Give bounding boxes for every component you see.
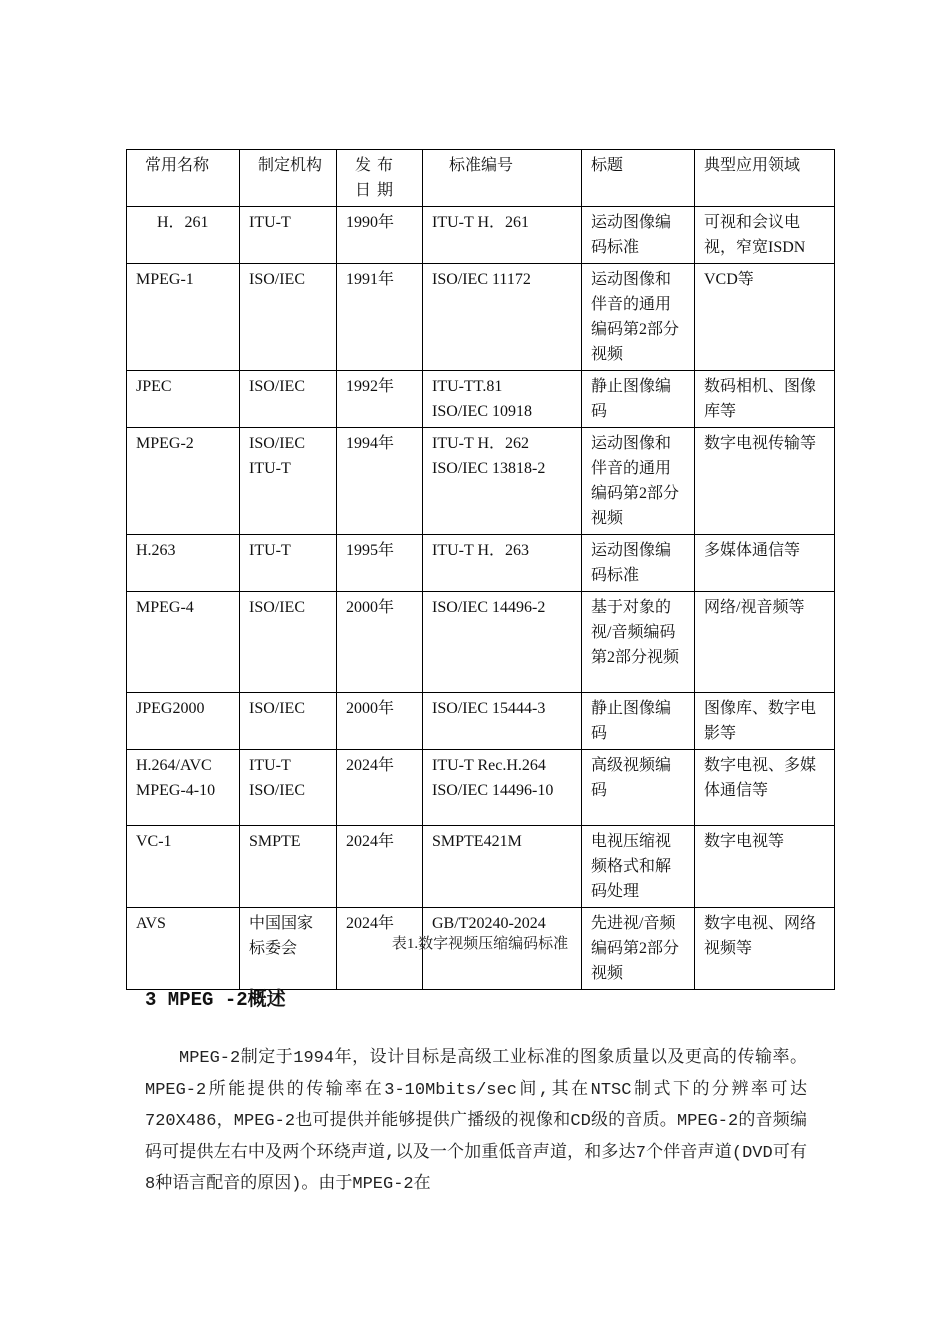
cell-org: ITU-T — [240, 535, 337, 592]
cell-code: ISO/IEC 15444-3 — [423, 693, 582, 750]
cell-org: ISO/IEC — [240, 264, 337, 371]
table-row — [127, 207, 835, 264]
cell-app: 图像库、数字电影等 — [695, 693, 835, 750]
cell-title: 高级视频编码 — [582, 750, 695, 826]
table-header-row — [127, 150, 835, 207]
cell-date: 1994年 — [337, 428, 423, 535]
table-row — [127, 592, 835, 693]
cell-date: 1990年 — [337, 207, 423, 264]
cell-name: AVS — [127, 908, 240, 990]
cell-code-line: ITU-T Rec.H.264 — [432, 757, 546, 774]
cell-code-line: ITU-TT.81 — [432, 378, 503, 395]
cell-name: MPEG-2 — [127, 428, 240, 535]
header-cell: 发布日期 — [337, 150, 423, 207]
body-paragraph: MPEG-2制定于1994年，设计目标是高级工业标准的图象质量以及更高的传输率。MPEG-2所能提供的传输率在3-10Mbits/sec间,其在NTSC制式下的分辨率可达720X486，MPEG-2也可提供并能够提供广播级的视像和CD级的音质。MPEG-2的音频编码可提供左右中及两个环绕声道,以及一个加重低音声道，和多达7个伴音声道(DVD可有8种语言配音的原因)。由于MPEG-2在 — [145, 1049, 807, 1194]
table-row — [127, 264, 835, 371]
cell-app: 数字电视传输等 — [695, 428, 835, 535]
header-cell: 制定机构 — [240, 150, 337, 207]
cell-code — [423, 750, 582, 826]
cell-title: 静止图像编码 — [582, 693, 695, 750]
cell-org: ITU-T — [240, 207, 337, 264]
cell-date: 1992年 — [337, 371, 423, 428]
cell-code: ISO/IEC 14496-2 — [423, 592, 582, 693]
cell-name: VC-1 — [127, 826, 240, 908]
table-row — [127, 371, 835, 428]
header-cell: 典型应用领域 — [695, 150, 835, 207]
cell-app: 网络/视音频等 — [695, 592, 835, 693]
cell-org: ISO/IEC — [240, 592, 337, 693]
cell-title: 静止图像编码 — [582, 371, 695, 428]
cell-app: 可视和会议电视，窄宽ISDN — [695, 207, 835, 264]
cell-code-line: ITU-T H．262 — [432, 435, 530, 452]
section-heading: 3 MPEG -2概述 — [145, 989, 286, 1011]
cell-name: JPEC — [127, 371, 240, 428]
cell-date: 2024年 — [337, 908, 423, 990]
cell-app: 数字电视、多媒体通信等 — [695, 750, 835, 826]
cell-org-line: ISO/IEC — [249, 435, 305, 452]
cell-name-line: MPEG-4-10 — [136, 782, 216, 799]
cell-name: MPEG-1 — [127, 264, 240, 371]
cell-app: 多媒体通信等 — [695, 535, 835, 592]
cell-code: ITU-T H．261 — [423, 207, 582, 264]
cell-org-line: ITU-T — [249, 460, 291, 477]
cell-org: ISO/IEC — [240, 371, 337, 428]
header-cell: 标题 — [582, 150, 695, 207]
header-cell: 常用名称 — [127, 150, 240, 207]
cell-org: 中国国家标委会 — [240, 908, 337, 990]
cell-app: 数字电视、网络视频等 — [695, 908, 835, 990]
header-cell: 标准编号 — [423, 150, 582, 207]
standards-table — [126, 149, 835, 990]
cell-title: 电视压缩视频格式和解码处理 — [582, 826, 695, 908]
table-row — [127, 693, 835, 750]
cell-title: 运动图像和伴音的通用编码第2部分视频 — [582, 264, 695, 371]
table-caption: 表1.数字视频压缩编码标准 — [391, 936, 569, 952]
cell-code: GB/T20240-2024 — [423, 908, 582, 990]
cell-date: 1991年 — [337, 264, 423, 371]
cell-code: ITU-T H．263 — [423, 535, 582, 592]
cell-date: 2024年 — [337, 826, 423, 908]
cell-org — [240, 428, 337, 535]
cell-title: 基于对象的视/音频编码第2部分视频 — [582, 592, 695, 693]
cell-name: H．261 — [127, 207, 240, 264]
cell-name: MPEG-4 — [127, 592, 240, 693]
cell-app: VCD等 — [695, 264, 835, 371]
cell-org-line: ITU-T — [249, 757, 291, 774]
cell-org — [240, 750, 337, 826]
table-row — [127, 535, 835, 592]
cell-name-line: H.264/AVC — [136, 757, 212, 774]
cell-title: 运动图像和伴音的通用编码第2部分视频 — [582, 428, 695, 535]
cell-date: 2000年 — [337, 592, 423, 693]
table-row — [127, 826, 835, 908]
cell-title: 运动图像编码标准 — [582, 535, 695, 592]
cell-title: 先进视/音频编码第2部分视频 — [582, 908, 695, 990]
cell-code — [423, 371, 582, 428]
cell-code-line: ISO/IEC 10918 — [432, 403, 532, 420]
cell-name: H.263 — [127, 535, 240, 592]
cell-code: ISO/IEC 11172 — [423, 264, 582, 371]
cell-org: ISO/IEC — [240, 693, 337, 750]
cell-code: SMPTE421M — [423, 826, 582, 908]
cell-app: 数字电视等 — [695, 826, 835, 908]
cell-title: 运动图像编码标准 — [582, 207, 695, 264]
cell-date: 2000年 — [337, 693, 423, 750]
cell-org-line: ISO/IEC — [249, 782, 305, 799]
cell-code — [423, 428, 582, 535]
cell-code-line: ISO/IEC 13818-2 — [432, 460, 546, 477]
cell-name — [127, 750, 240, 826]
cell-date: 2024年 — [337, 750, 423, 826]
cell-name: JPEG2000 — [127, 693, 240, 750]
cell-date: 1995年 — [337, 535, 423, 592]
cell-org: SMPTE — [240, 826, 337, 908]
cell-code-line: ISO/IEC 14496-10 — [432, 782, 554, 799]
cell-app: 数码相机、图像库等 — [695, 371, 835, 428]
table-row — [127, 428, 835, 535]
table-row — [127, 750, 835, 826]
